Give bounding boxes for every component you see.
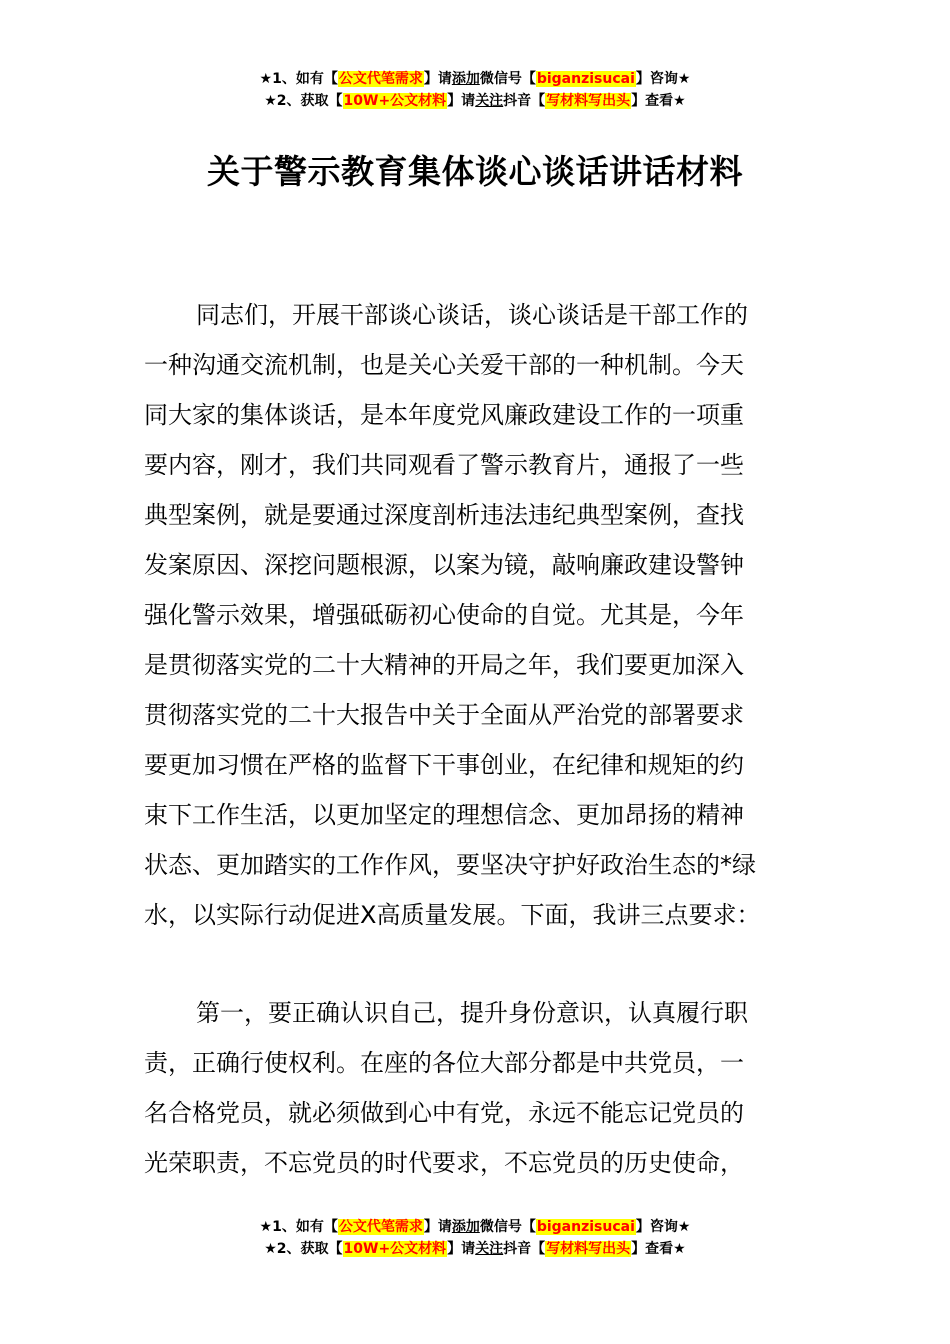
promo-text: 】查看★	[631, 1241, 686, 1257]
text-line: 束下工作生活，以更加坚定的理想信念、更加昂扬的精神	[144, 801, 744, 829]
promo-text: 抖音【	[503, 1241, 546, 1257]
promo-text: 微信号【	[479, 71, 536, 87]
paragraph-1	[144, 290, 808, 940]
text-line: 发案原因、深挖问题根源，以案为镜，敲响廉政建设警钟	[144, 551, 744, 579]
promo-line-2	[0, 1238, 950, 1260]
text-line: 状态、更加踏实的工作作风，要坚决守护好政治生态的*绿	[144, 851, 756, 879]
promo-highlight: 10W+公文材料	[343, 1241, 447, 1257]
promo-line-1	[0, 1216, 950, 1238]
promo-text: ★1、如有【	[259, 71, 338, 87]
promo-highlight: 10W+公文材料	[343, 93, 447, 109]
promo-text: ★2、获取【	[264, 93, 343, 109]
document-title: 关于警示教育集体谈心谈话讲话材料	[207, 152, 743, 191]
text-line: 光荣职责，不忘党员的时代要求，不忘党员的历史使命，	[144, 1149, 744, 1177]
promo-text: ★1、如有【	[259, 1219, 338, 1235]
promo-text: 】请	[447, 93, 476, 109]
text-line: 要内容，刚才，我们共同观看了警示教育片，通报了一些	[144, 451, 744, 479]
text-line: 名合格党员，就必须做到心中有党，永远不能忘记党员的	[144, 1099, 744, 1127]
text-line: 第一，要正确认识自己，提升身份意识，认真履行职	[196, 999, 748, 1027]
text-line: 是贯彻落实党的二十大精神的开局之年，我们要更加深入	[144, 651, 744, 679]
promo-highlight: biganzisucai	[536, 1219, 635, 1235]
promo-highlight: 公文代笔需求	[338, 1219, 423, 1235]
promo-highlight: biganzisucai	[536, 71, 635, 87]
promo-banner-top	[0, 68, 950, 112]
promo-underline: 关注	[475, 1241, 504, 1257]
text-line: 水，以实际行动促进X高质量发展。下面，我讲三点要求：	[144, 901, 761, 929]
text-line: 一种沟通交流机制，也是关心关爱干部的一种机制。今天	[144, 351, 744, 379]
promo-highlight: 写材料写出头	[546, 93, 631, 109]
text-line: 同志们，开展干部谈心谈话，谈心谈话是干部工作的	[196, 301, 748, 329]
promo-text: 】请	[423, 1219, 452, 1235]
promo-text: 】请	[423, 71, 452, 87]
text-line: 责，正确行使权利。在座的各位大部分都是中共党员，一	[144, 1049, 744, 1077]
text-line: 强化警示效果，增强砥砺初心使命的自觉。尤其是，今年	[144, 601, 744, 629]
text-line: 典型案例，就是要通过深度剖析违法违纪典型案例，查找	[144, 501, 744, 529]
paragraph-2	[144, 988, 808, 1188]
promo-underline: 添加	[451, 71, 480, 87]
promo-line-1	[0, 68, 950, 90]
text-line: 同大家的集体谈话，是本年度党风廉政建设工作的一项重	[144, 401, 744, 429]
promo-text: 】请	[447, 1241, 476, 1257]
promo-text: 】咨询★	[635, 71, 691, 87]
promo-highlight: 写材料写出头	[546, 1241, 631, 1257]
promo-underline: 关注	[475, 93, 504, 109]
promo-highlight: 公文代笔需求	[338, 71, 423, 87]
promo-line-2	[0, 90, 950, 112]
promo-text: 】咨询★	[635, 1219, 691, 1235]
promo-text: 微信号【	[479, 1219, 536, 1235]
promo-text: 】查看★	[631, 93, 686, 109]
promo-underline: 添加	[451, 1219, 480, 1235]
text-line: 要更加习惯在严格的监督下干事创业，在纪律和规矩的约	[144, 751, 744, 779]
promo-banner-bottom	[0, 1216, 950, 1260]
text-line: 贯彻落实党的二十大报告中关于全面从严治党的部署要求	[144, 701, 744, 729]
promo-text: ★2、获取【	[264, 1241, 343, 1257]
promo-text: 抖音【	[503, 93, 546, 109]
